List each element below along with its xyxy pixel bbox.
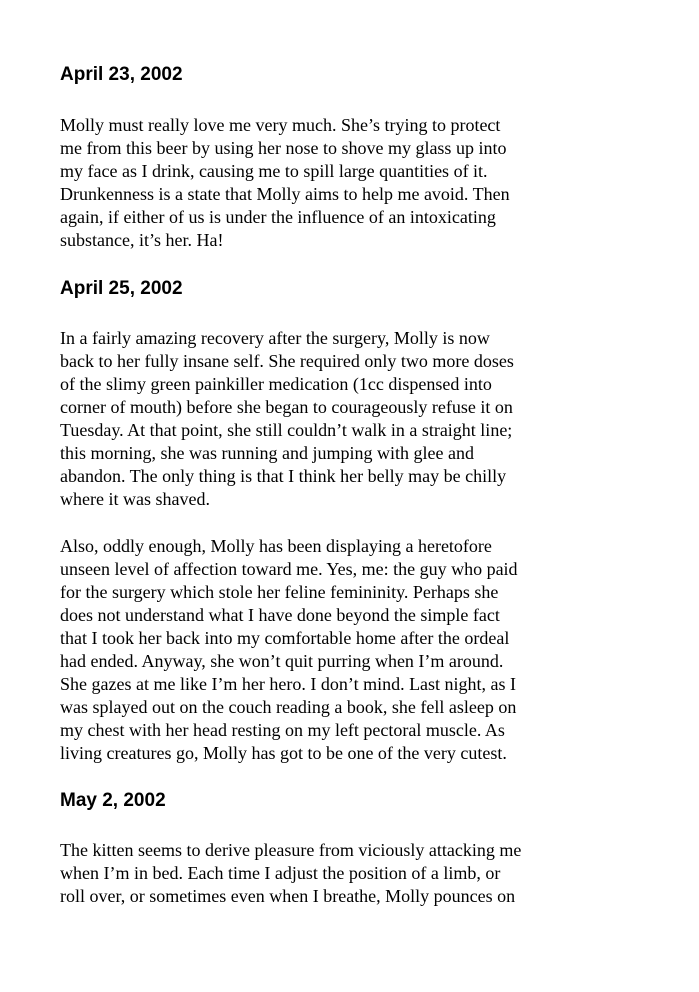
text-line: my face as I drink, causing me to spill large quantities of it. xyxy=(60,161,488,181)
entry-paragraph xyxy=(60,114,620,252)
text-line: living creatures go, Molly has got to be one of the very cutest. xyxy=(60,743,507,763)
text-line: roll over, or sometimes even when I breathe, Molly pounces on xyxy=(60,886,516,906)
entry-paragraph xyxy=(60,535,620,765)
text-line: back to her fully insane self. She required only two more doses xyxy=(60,351,514,371)
entry-date-heading: May 2, 2002 xyxy=(60,790,166,811)
text-line: where it was shaved. xyxy=(60,489,210,509)
text-line: unseen level of affection toward me. Yes, me: the guy who paid xyxy=(60,559,518,579)
text-line: Also, oddly enough, Molly has been displaying a heretofore xyxy=(60,536,492,556)
text-line: Molly must really love me very much. She’s trying to protect xyxy=(60,115,501,135)
entry-date-heading: April 23, 2002 xyxy=(60,64,183,85)
text-line: In a fairly amazing recovery after the surgery, Molly is now xyxy=(60,328,490,348)
text-line: for the surgery which stole her feline femininity. Perhaps she xyxy=(60,582,499,602)
text-line: when I’m in bed. Each time I adjust the position of a limb, or xyxy=(60,863,501,883)
text-line: that I took her back into my comfortable home after the ordeal xyxy=(60,628,510,648)
entry-paragraph xyxy=(60,327,620,511)
text-line: abandon. The only thing is that I think her belly may be chilly xyxy=(60,466,507,486)
text-line: this morning, she was running and jumping with glee and xyxy=(60,443,474,463)
text-line: again, if either of us is under the influence of an intoxicating xyxy=(60,207,496,227)
text-line: does not understand what I have done beyond the simple fact xyxy=(60,605,500,625)
text-line: She gazes at me like I’m her hero. I don’t mind. Last night, as I xyxy=(60,674,517,694)
text-line: substance, it’s her. Ha! xyxy=(60,230,224,250)
text-line: had ended. Anyway, she won’t quit purring when I’m around. xyxy=(60,651,504,671)
text-line: was splayed out on the couch reading a book, she fell asleep on xyxy=(60,697,517,717)
text-line: corner of mouth) before she began to courageously refuse it on xyxy=(60,397,513,417)
entry-date-heading: April 25, 2002 xyxy=(60,278,183,299)
text-line: my chest with her head resting on my left pectoral muscle. As xyxy=(60,720,505,740)
text-line: me from this beer by using her nose to shove my glass up into xyxy=(60,138,507,158)
entry-paragraph xyxy=(60,839,620,908)
text-line: Tuesday. At that point, she still couldn’t walk in a straight line; xyxy=(60,420,513,440)
text-line: of the slimy green painkiller medication (1cc dispensed into xyxy=(60,374,492,394)
text-line: The kitten seems to derive pleasure from viciously attacking me xyxy=(60,840,522,860)
text-line: Drunkenness is a state that Molly aims to help me avoid. Then xyxy=(60,184,510,204)
